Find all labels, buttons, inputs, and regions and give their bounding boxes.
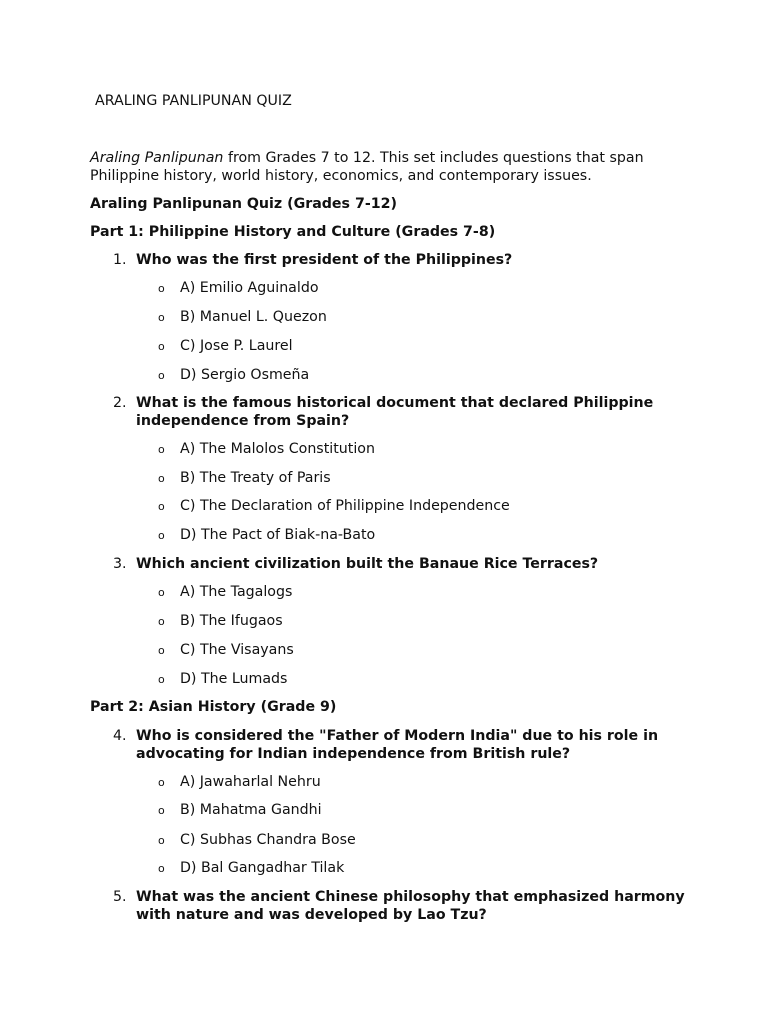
intro-paragraph	[90, 149, 690, 185]
option-text: B) Manuel L. Quezon	[180, 309, 327, 325]
question-4	[90, 727, 690, 763]
option-text: B) The Ifugaos	[180, 613, 283, 629]
question-2	[90, 394, 690, 430]
bullet: o	[158, 443, 165, 456]
option-4b	[158, 801, 322, 820]
option-text: D) Sergio Osmeña	[180, 367, 310, 383]
bullet: o	[158, 500, 165, 513]
option-text: D) The Lumads	[180, 671, 288, 687]
option-3b	[158, 612, 283, 631]
question-text: Who was the first president of the Philippines?	[136, 252, 513, 268]
option-text: D) Bal Gangadhar Tilak	[180, 860, 345, 876]
option-2d	[158, 526, 375, 545]
option-text: B) The Treaty of Paris	[180, 470, 331, 486]
question-number: 2.	[113, 395, 127, 411]
bullet: o	[158, 804, 165, 817]
part-2-heading: Part 2: Asian History (Grade 9)	[90, 699, 337, 715]
option-text: A) The Tagalogs	[180, 584, 293, 600]
option-2c	[158, 497, 510, 516]
bullet: o	[158, 282, 165, 295]
bullet: o	[158, 776, 165, 789]
option-text: B) Mahatma Gandhi	[180, 802, 322, 818]
question-number: 5.	[113, 889, 127, 905]
document-title: ARALING PANLIPUNAN QUIZ	[95, 93, 292, 109]
bullet: o	[158, 340, 165, 353]
bullet: o	[158, 472, 165, 485]
option-text: C) The Declaration of Philippine Independence	[180, 498, 510, 514]
option-text: A) The Malolos Constitution	[180, 441, 375, 457]
bullet: o	[158, 834, 165, 847]
bullet: o	[158, 586, 165, 599]
option-3a	[158, 583, 292, 602]
question-text: What was the ancient Chinese philosophy that emphasized harmony with nature and was developed by Lao Tzu?	[136, 889, 685, 923]
option-4d	[158, 859, 344, 878]
question-number: 3.	[113, 556, 127, 572]
option-1c	[158, 337, 293, 356]
option-3d	[158, 670, 287, 689]
option-text: C) Subhas Chandra Bose	[180, 832, 356, 848]
option-4c	[158, 831, 356, 850]
part-1-heading: Part 1: Philippine History and Culture (Grades 7-8)	[90, 224, 496, 240]
option-text: A) Jawaharlal Nehru	[180, 774, 321, 790]
question-1	[90, 251, 690, 269]
question-text: What is the famous historical document that declared Philippine independence from Spain?	[136, 395, 654, 429]
question-text: Which ancient civilization built the Banaue Rice Terraces?	[136, 556, 599, 572]
option-text: C) Jose P. Laurel	[180, 338, 293, 354]
question-number: 1.	[113, 252, 127, 268]
intro-text: from Grades 7 to 12. This set includes questions that span Philippine history, world history, economics, and contemporary issues.	[90, 150, 644, 184]
option-text: C) The Visayans	[180, 642, 294, 658]
bullet: o	[158, 615, 165, 628]
bullet: o	[158, 311, 165, 324]
option-2a	[158, 440, 375, 459]
question-3	[90, 555, 690, 573]
question-number: 4.	[113, 728, 127, 744]
option-4a	[158, 773, 321, 792]
quiz-heading: Araling Panlipunan Quiz (Grades 7-12)	[90, 196, 397, 212]
question-5	[90, 888, 690, 924]
bullet: o	[158, 862, 165, 875]
option-3c	[158, 641, 294, 660]
option-1b	[158, 308, 327, 327]
option-text: D) The Pact of Biak-na-Bato	[180, 527, 376, 543]
option-1d	[158, 366, 309, 385]
question-text: Who is considered the "Father of Modern India" due to his role in advocating for Indian independence from British rule?	[136, 728, 659, 762]
option-text: A) Emilio Aguinaldo	[180, 280, 319, 296]
intro-subject: Araling Panlipunan	[90, 150, 224, 166]
bullet: o	[158, 529, 165, 542]
option-1a	[158, 279, 319, 298]
bullet: o	[158, 673, 165, 686]
option-2b	[158, 469, 331, 488]
bullet: o	[158, 369, 165, 382]
bullet: o	[158, 644, 165, 657]
